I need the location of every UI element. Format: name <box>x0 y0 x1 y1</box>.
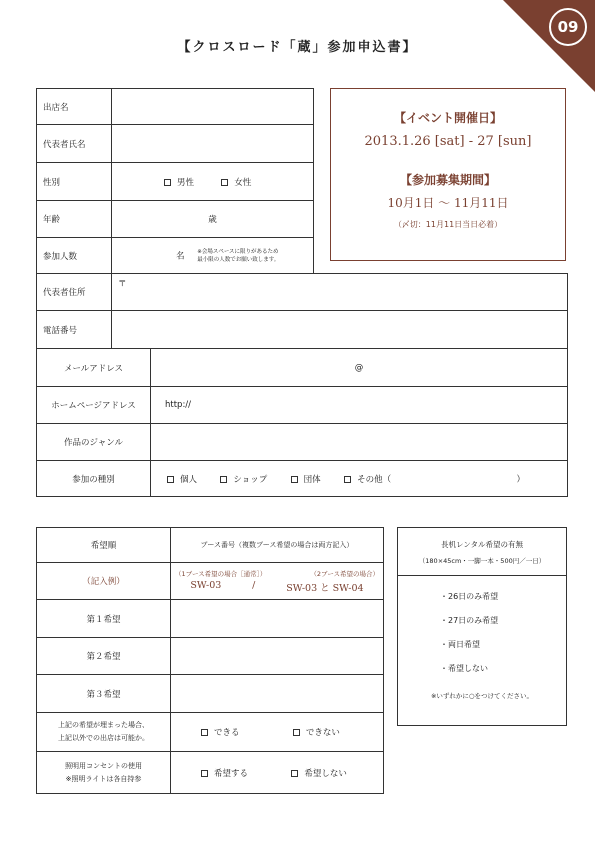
type-group-label: 団体 <box>303 474 321 485</box>
fallback-field <box>171 713 384 752</box>
booth-col1-header: 希望順 <box>37 528 171 563</box>
gender-field <box>112 163 314 201</box>
gender-female-checkbox[interactable] <box>221 179 228 186</box>
gender-male-checkbox[interactable] <box>164 179 171 186</box>
choice-3-label: 第３希望 <box>37 675 171 713</box>
rep-name-field[interactable] <box>112 125 314 163</box>
rental-note: ※いずれかに○をつけてください。 <box>430 692 534 700</box>
outlet-field <box>171 752 384 794</box>
age-unit: 歳 <box>208 215 217 225</box>
type-label: 参加の種別 <box>37 461 151 497</box>
type-other-close: ） <box>516 474 526 485</box>
count-note: ※会場スペースに限りがあるため 最小限の人数でお願い致します。 <box>197 248 280 263</box>
homepage-field[interactable] <box>151 387 568 424</box>
choice-1-label: 第１希望 <box>37 600 171 638</box>
period-value: 10月1日 〜 11月11日 <box>387 196 509 210</box>
address-field[interactable] <box>112 274 568 311</box>
phone-field[interactable] <box>112 311 568 349</box>
rental-header <box>398 528 566 576</box>
age-label: 年齢 <box>37 201 112 238</box>
genre-field[interactable] <box>151 424 568 461</box>
count-field[interactable] <box>112 238 314 274</box>
fallback-yes-label: できる <box>214 728 240 738</box>
age-field[interactable] <box>112 201 314 238</box>
outlet-yes-label: 希望する <box>214 768 249 779</box>
gender-female-label: 女性 <box>234 177 252 188</box>
deadline-note: （〆切：11月11日当日必着） <box>393 220 503 229</box>
fallback-label: 上記の希望が埋まった場合、 上記以外での出店は可能か。 <box>37 713 171 752</box>
example-code-1: SW-03 <box>190 579 222 591</box>
event-date-value: 2013.1.26 [sat] - 27 [sun] <box>364 134 532 149</box>
page-number-badge: 09 <box>549 8 587 46</box>
rental-option-both[interactable]: ・両日希望 <box>440 640 480 649</box>
genre-label: 作品のジャンル <box>37 424 151 461</box>
type-field <box>151 461 568 497</box>
homepage-label: ホームページアドレス <box>37 387 151 424</box>
type-shop-checkbox[interactable] <box>220 476 227 483</box>
period-heading: 【参加募集期間】 <box>399 173 496 187</box>
outlet-no-checkbox[interactable] <box>291 770 298 777</box>
fallback-no-label: できない <box>305 728 340 738</box>
example-cell <box>171 563 384 600</box>
outlet-yes-checkbox[interactable] <box>201 770 208 777</box>
booth-form <box>36 527 384 794</box>
address-label: 代表者住所 <box>37 274 112 311</box>
rental-spec: （180×45cm・一脚一本・500円／一日） <box>418 557 546 565</box>
type-shop-label: ショップ <box>233 474 268 485</box>
phone-label: 電話番号 <box>37 311 112 349</box>
rental-option-26[interactable]: ・26日のみ希望 <box>440 592 499 601</box>
fallback-yes-checkbox[interactable] <box>201 729 208 736</box>
type-other-checkbox[interactable] <box>344 476 351 483</box>
fallback-no-checkbox[interactable] <box>293 729 300 736</box>
page-title: 【クロスロード「蔵」参加申込書】 <box>177 40 418 55</box>
gender-label: 性別 <box>37 163 112 201</box>
example-label: （記入例） <box>37 563 171 600</box>
shop-name-field[interactable] <box>112 89 314 125</box>
details-form <box>36 348 568 497</box>
outlet-label: 照明用コンセントの使用 ※照明ライトは各自持参 <box>37 752 171 794</box>
email-at: @ <box>354 362 364 373</box>
rental-heading: 長机レンタル希望の有無 <box>440 540 523 549</box>
example-code-2: SW-03 と SW-04 <box>286 582 364 594</box>
event-date-heading: 【イベント開催日】 <box>393 111 502 125</box>
example-note-1: （1ブース希望の場合［通常］） <box>175 569 267 578</box>
shop-name-label: 出店名 <box>37 89 112 125</box>
outlet-no-label: 希望しない <box>304 768 347 779</box>
event-info-box <box>330 88 566 261</box>
rental-options <box>398 576 566 687</box>
type-individual-checkbox[interactable] <box>167 476 174 483</box>
choice-1-field[interactable] <box>171 600 384 638</box>
gender-male-label: 男性 <box>177 177 195 188</box>
type-individual-label: 個人 <box>180 474 198 485</box>
count-unit: 名 <box>176 251 185 261</box>
choice-2-field[interactable] <box>171 638 384 675</box>
rep-name-label: 代表者氏名 <box>37 125 112 163</box>
example-note-2: （2ブース希望の場合） <box>310 569 379 578</box>
booth-col2-header: ブース番号（複数ブース希望の場合は両方記入） <box>171 528 384 563</box>
contact-form <box>36 273 568 349</box>
table-rental-box <box>397 527 567 726</box>
email-label: メールアドレス <box>37 349 151 387</box>
type-group-checkbox[interactable] <box>291 476 298 483</box>
homepage-prefix: http:// <box>165 400 192 410</box>
example-separator: / <box>252 579 256 591</box>
choice-3-field[interactable] <box>171 675 384 713</box>
email-field[interactable] <box>151 349 568 387</box>
applicant-form-upper <box>36 88 314 274</box>
rental-option-none[interactable]: ・希望しない <box>440 664 488 673</box>
choice-2-label: 第２希望 <box>37 638 171 675</box>
rental-option-27[interactable]: ・27日のみ希望 <box>440 616 499 625</box>
type-other-label: その他（ <box>357 474 392 485</box>
postal-mark: 〒 <box>118 279 127 289</box>
count-label: 参加人数 <box>37 238 112 274</box>
